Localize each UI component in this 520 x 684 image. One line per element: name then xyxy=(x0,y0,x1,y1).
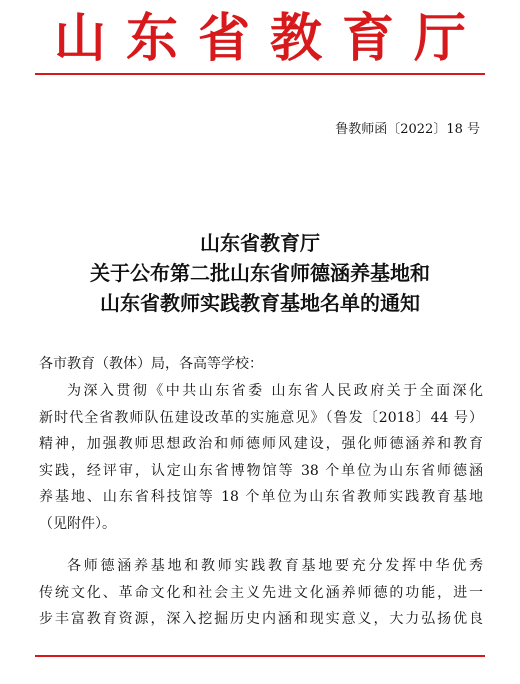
paragraph-line: 各师德涵养基地和教师实践教育基地要充分发挥中华优秀 xyxy=(67,558,483,574)
body-paragraph-2 xyxy=(39,553,483,633)
paragraph-line: 精神，加强教师思想政治和师德师风建设，强化师德涵养和教育 xyxy=(39,436,483,452)
paragraph-line: 传统文化、革命文化和社会主义先进文化涵养师德的功能，进一 xyxy=(39,584,483,601)
bottom-red-rule xyxy=(35,655,485,657)
notice-title xyxy=(0,228,520,318)
paragraph-line: 为深入贯彻《中共山东省委 山东省人民政府关于全面深化 xyxy=(67,383,483,399)
paragraph-line: 新时代全省教师队伍建设改革的实施意见》（鲁发〔2018〕44 号） xyxy=(39,409,483,426)
salutation: 各市教育（教体）局，各高等学校： xyxy=(39,356,263,372)
masthead-red-rule xyxy=(35,73,485,75)
masthead-title: 山东省教育厅 xyxy=(53,8,486,69)
paragraph-line: 实践，经评审，认定山东省博物馆等 38 个单位为山东省师德涵 xyxy=(39,462,483,479)
title-line-issuer: 山东省教育厅 xyxy=(200,231,320,255)
document-number: 鲁教师函〔2022〕18 号 xyxy=(335,122,480,137)
title-line-subject-1: 关于公布第二批山东省师德涵养基地和 xyxy=(90,261,430,285)
paragraph-line: 养基地、山东省科技馆等 18 个单位为山东省教师实践教育基地 xyxy=(39,489,483,505)
body-paragraph-1 xyxy=(39,378,483,537)
paragraph-line: （见附件）。 xyxy=(39,515,116,532)
paragraph-line: 步丰富教育资源，深入挖掘历史内涵和现实意义，大力弘扬优良 xyxy=(39,611,483,627)
title-line-subject-2: 山东省教师实践教育基地名单的通知 xyxy=(100,291,420,315)
